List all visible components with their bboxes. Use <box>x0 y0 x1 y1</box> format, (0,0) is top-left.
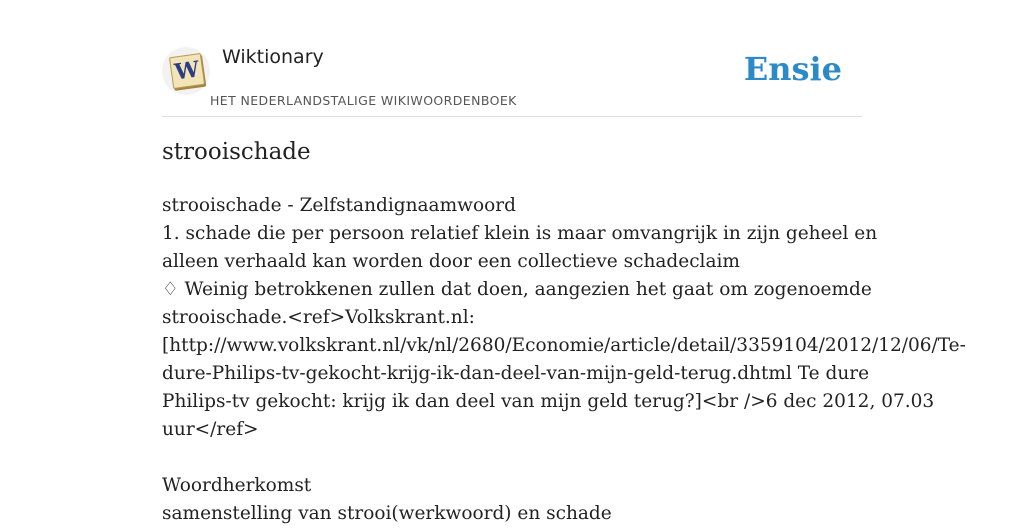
entry-line-reference: dure-Philips-tv-gekocht-krijg-ik-dan-deel-van-mijn-geld-terug.dhtml Te dure <box>162 363 870 384</box>
etymology-heading: Woordherkomst <box>162 475 312 496</box>
entry-body <box>162 192 966 528</box>
logo-letter: W <box>172 56 202 86</box>
entry-line-definition: alleen verhaald kan worden door een collectieve schadeclaim <box>162 251 740 272</box>
entry-line-reference: Philips-tv gekocht: krijg ik dan deel van mijn geld terug?]<br />6 dec 2012, 07.03 <box>162 391 935 412</box>
site-header <box>162 0 862 117</box>
wiktionary-logo[interactable] <box>162 47 210 95</box>
site-name[interactable]: Wiktionary <box>222 46 324 68</box>
entry-line-example: ♢ Weinig betrokkenen zullen dat doen, aangezien het gaat om zogenoemde <box>162 279 872 300</box>
ensie-brand-link[interactable]: Ensie <box>743 50 842 88</box>
entry-line-example: strooischade.<ref>Volkskrant.nl: <box>162 307 475 328</box>
entry-line-headword: strooischade - Zelfstandignaamwoord <box>162 195 516 216</box>
logo-tile-icon <box>169 53 205 89</box>
entry-line-definition: 1. schade die per persoon relatief klein is maar omvangrijk in zijn geheel en <box>162 223 878 244</box>
spacer <box>162 444 922 472</box>
entry-line-reference: [http://www.volkskrant.nl/vk/nl/2680/Economie/article/detail/3359104/2012/12/06/Te- <box>162 335 966 356</box>
entry-line-reference: uur</ref> <box>162 419 259 440</box>
etymology-text: samenstelling van strooi(werkwoord) en schade <box>162 503 612 524</box>
entry-title: strooischade <box>162 139 311 165</box>
site-subtitle: HET NEDERLANDSTALIGE WIKIWOORDENBOEK <box>210 93 517 108</box>
